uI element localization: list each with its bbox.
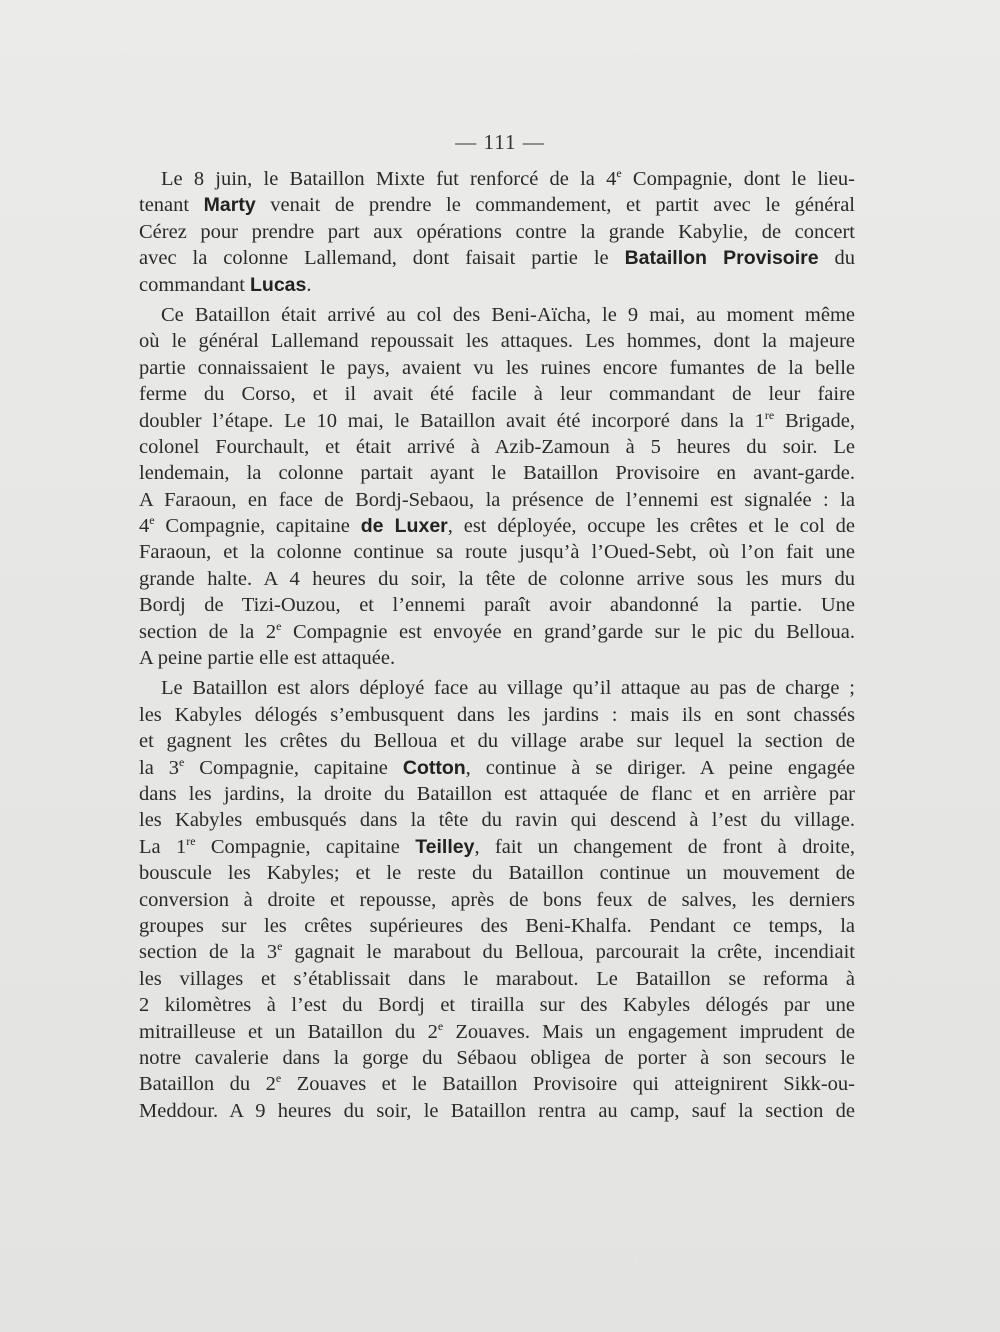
body-text <box>139 166 855 1128</box>
text-run: A Faraoun, en face de Bordj-Sebaou, la présence de l’ennemi est signalée : la <box>139 488 855 511</box>
text-line <box>139 408 855 434</box>
text-run: A peine partie elle est attaquée. <box>139 647 396 670</box>
bold-name: Bataillon Provisoire <box>624 247 819 270</box>
text-run: , fait un changement de front à droite, <box>474 835 855 858</box>
paragraph <box>139 302 855 671</box>
superscript: e <box>616 166 622 181</box>
text-run: . <box>306 273 312 296</box>
text-run: section de la 3 <box>139 941 278 964</box>
bold-name: Cotton <box>402 756 466 779</box>
text-run: et gagnent les crêtes du Belloua et du village arabe sur lequel la section de <box>139 730 855 753</box>
text-line <box>139 913 855 939</box>
text-run: Ce Bataillon était arrivé au col des Beni-Aïcha, le 9 mai, au moment même <box>161 303 855 326</box>
text-run: groupes sur les crêtes supérieures des Beni-Khalfa. Pendant ce temps, la <box>139 914 855 937</box>
text-run: grande halte. A 4 heures du soir, la tête de colonne arrive sous les murs du <box>139 567 855 590</box>
text-line <box>139 381 855 407</box>
text-run: La 1 <box>139 835 187 858</box>
text-line <box>139 645 855 671</box>
superscript: e <box>179 754 185 769</box>
bold-name: Marty <box>203 194 256 217</box>
superscript: e <box>275 1071 282 1086</box>
text-line <box>139 434 855 460</box>
superscript: e <box>277 939 283 954</box>
text-line <box>139 619 855 645</box>
text-line <box>139 1019 855 1045</box>
text-line <box>139 302 855 328</box>
text-run: Zouaves. Mais un engagement imprudent de <box>443 1020 855 1043</box>
text-run: Compagnie, dont le lieu- <box>621 168 855 190</box>
text-run: ferme du Corso, et il avait été facile à leur commandant de leur faire <box>139 383 855 406</box>
text-run: Compagnie est envoyée en grand’garde sur le pic du Belloua. <box>281 620 855 643</box>
text-line <box>139 192 855 218</box>
text-line <box>139 355 855 381</box>
text-run: Compagnie, capitaine <box>195 835 416 858</box>
text-line <box>139 272 855 298</box>
text-run: 2 kilomètres à l’est du Bordj et tirailla sur des Kabyles délogés par une <box>139 994 855 1017</box>
text-run: où le général Lallemand repoussait les attaques. Les hommes, dont la majeure <box>139 330 855 353</box>
text-run: tenant <box>139 194 204 217</box>
text-line <box>139 1071 855 1097</box>
text-line <box>139 328 855 354</box>
text-run: Cérez pour prendre part aux opérations contre la grande Kabylie, de concert <box>139 220 855 243</box>
paragraph <box>139 166 855 298</box>
text-line <box>139 460 855 486</box>
text-run: dans les jardins, la droite du Bataillon est attaquée de flanc et en arrière par <box>139 782 855 805</box>
text-line <box>139 1045 855 1071</box>
text-run: mitrailleuse et un Bataillon du 2 <box>139 1020 438 1043</box>
text-run: , continue à se diriger. A peine engagée <box>465 756 855 779</box>
text-run: les Kabyles délogés s’embusquent dans les jardins : mais ils en sont chassés <box>139 703 855 726</box>
superscript: e <box>437 1018 444 1033</box>
text-run: commandant <box>139 273 251 296</box>
text-line <box>139 860 855 886</box>
superscript: re <box>186 833 196 848</box>
text-line <box>139 966 855 992</box>
bold-name: Lucas <box>250 273 307 296</box>
text-run: Meddour. A 9 heures du soir, le Bataillon rentra au camp, sauf la section de <box>139 1099 855 1122</box>
text-run: section de la 2 <box>139 620 277 643</box>
text-line <box>139 807 855 833</box>
text-run: les Kabyles embusqués dans la tête du ravin qui descend à l’est du village. <box>139 809 855 832</box>
text-run: Compagnie, capitaine <box>154 515 361 538</box>
text-run: Faraoun, et la colonne continue sa route jusqu’à l’Oued-Sebt, où l’on fait une <box>139 541 855 564</box>
text-line <box>139 566 855 592</box>
text-line <box>139 675 855 701</box>
superscript: re <box>764 407 775 422</box>
text-line <box>139 702 855 728</box>
text-line <box>139 539 855 565</box>
text-line <box>139 781 855 807</box>
text-run: les villages et s’établissait dans le marabout. Le Bataillon se reforma à <box>139 967 855 990</box>
text-run: Compagnie, capitaine <box>184 756 403 779</box>
text-line <box>139 887 855 913</box>
text-run: Zouaves et le Bataillon Provisoire qui atteignirent Sikk-ou- <box>281 1073 855 1096</box>
text-run: avec la colonne Lallemand, dont faisait partie le <box>139 247 625 270</box>
text-run: gagnait le marabout du Belloua, parcourait la crête, incendiait <box>282 941 855 964</box>
text-run: Le 8 juin, le Bataillon Mixte fut renforcé de la 4 <box>161 168 617 190</box>
text-run: notre cavalerie dans la gorge du Sébaou obligea de porter à son secours le <box>139 1046 855 1069</box>
superscript: e <box>276 618 282 633</box>
bold-name: Teilley <box>415 835 475 858</box>
text-run: partie connaissaient le pays, avaient vu les ruines encore fumantes de la belle <box>139 356 855 379</box>
text-run: colonel Fourchault, et était arrivé à Azib-Zamoun à 5 heures du soir. Le <box>139 435 855 458</box>
text-line <box>139 219 855 245</box>
bold-name: de Luxer <box>360 515 448 538</box>
text-run: bouscule les Kabyles; et le reste du Bataillon continue un mouvement de <box>139 862 855 885</box>
text-line <box>139 834 855 860</box>
text-run: lendemain, la colonne partait ayant le Bataillon Provisoire en avant-garde. <box>139 462 855 485</box>
text-run: venait de prendre le commandement, et partit avec le général <box>255 194 855 217</box>
text-run: conversion à droite et repousse, après de bons feux de salves, les derniers <box>139 888 855 911</box>
text-line <box>139 728 855 754</box>
superscript: e <box>149 513 155 528</box>
text-line <box>139 755 855 781</box>
text-run: , est déployée, occupe les crêtes et le col de <box>447 515 855 538</box>
text-run: Bordj de Tizi-Ouzou, et l’ennemi paraît avoir abandonné la partie. Une <box>139 594 855 617</box>
text-line <box>139 166 855 192</box>
text-run: Brigade, <box>774 409 855 432</box>
paragraph <box>139 675 855 1124</box>
text-line <box>139 245 855 271</box>
text-run: la 3 <box>139 756 180 779</box>
text-run: Bataillon du 2 <box>139 1073 276 1096</box>
text-run: du <box>818 247 855 270</box>
text-line <box>139 487 855 513</box>
page-number: — 111 — <box>455 130 545 154</box>
text-line <box>139 992 855 1018</box>
text-run: Le Bataillon est alors déployé face au village qu’il attaque au pas de charge ; <box>161 677 855 700</box>
text-run: doubler l’étape. Le 10 mai, le Bataillon avait été incorporé dans la 1 <box>139 409 765 432</box>
text-line <box>139 592 855 618</box>
text-run: 4 <box>139 515 150 538</box>
text-line <box>139 939 855 965</box>
text-line <box>139 513 855 539</box>
text-line <box>139 1098 855 1124</box>
